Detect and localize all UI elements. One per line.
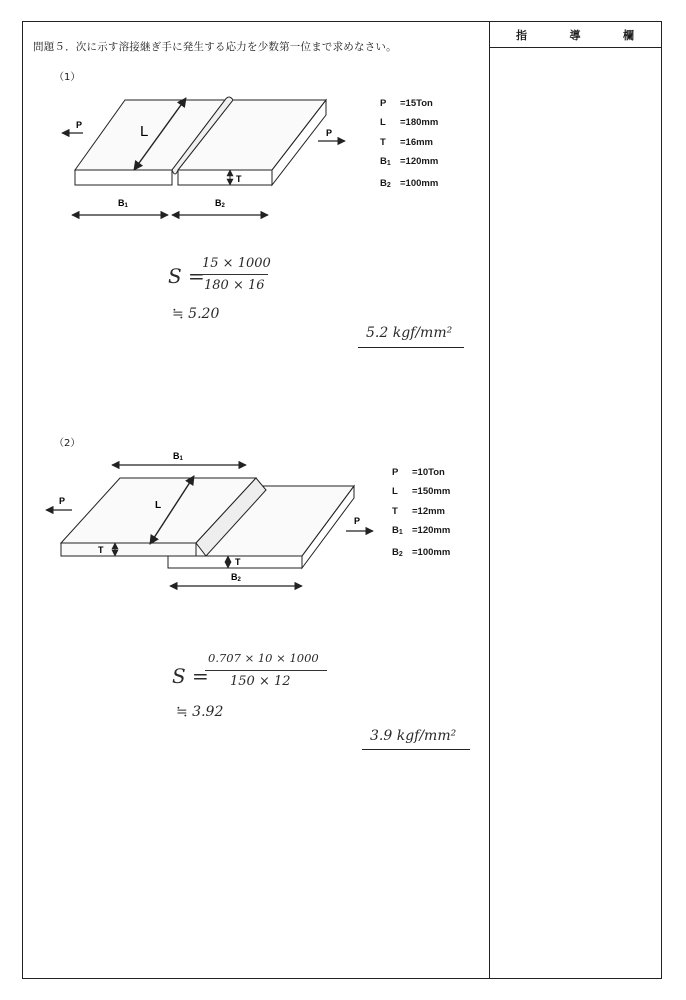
param-row <box>380 133 438 152</box>
param-value: =120mm <box>400 156 439 168</box>
param-sub: 2 <box>398 550 403 558</box>
param-row <box>392 543 450 564</box>
param-name: B <box>380 177 387 189</box>
formula2-denominator: 150 × 12 <box>230 674 291 689</box>
param-row <box>380 152 438 173</box>
guidance-column-header <box>490 22 662 48</box>
param-row <box>380 174 438 195</box>
param-name: B <box>380 156 387 168</box>
label-T-upper: T <box>98 545 104 555</box>
label-B2-sub: 2 <box>221 203 225 209</box>
problem1-params <box>380 94 438 195</box>
param-name: L <box>392 486 398 498</box>
answer2-underline <box>362 749 470 750</box>
guidance-char-1: 指 <box>516 28 527 42</box>
question-title: 問題５．次に示す溶接継ぎ手に発生する応力を少数第一位まで求めなさい。 <box>33 41 397 53</box>
column-divider <box>489 22 490 978</box>
param-value: =120mm <box>412 525 451 537</box>
label-B1-sub: 1 <box>124 203 128 209</box>
label-P-right: P <box>326 128 333 138</box>
param-name: P <box>392 467 399 478</box>
answer1: 5.2 kgf/mm² <box>366 325 453 341</box>
formula1-lhs: S = <box>168 264 205 288</box>
svg-text:B2 <box>215 198 226 209</box>
butt-weld-diagram <box>50 88 360 228</box>
label-B2-sub: 2 <box>237 577 241 583</box>
guidance-char-2: 導 <box>569 28 581 42</box>
fillet-lap-weld-diagram <box>36 446 376 596</box>
param-name: L <box>380 117 386 129</box>
svg-text:B1 <box>173 451 184 462</box>
param-row <box>380 94 438 113</box>
label-B1-sub: 1 <box>179 456 183 462</box>
formula1-numerator: 15 × 1000 <box>202 256 271 271</box>
param-sub: 2 <box>386 181 391 189</box>
label-B1: B <box>173 451 180 461</box>
answer2: 3.9 kgf/mm² <box>370 728 457 744</box>
label-L: L <box>155 500 162 511</box>
param-name: T <box>392 505 398 517</box>
param-value: =100mm <box>412 546 451 558</box>
formula1-fraction-bar <box>198 274 268 275</box>
formula1-approx: ≒ 5.20 <box>172 306 220 322</box>
param-value: =16mm <box>400 136 434 148</box>
param-row <box>392 521 450 542</box>
param-value: =100mm <box>400 177 439 189</box>
param-sub: 1 <box>386 160 391 168</box>
param-name: B <box>392 525 399 537</box>
label-B1: B <box>118 198 125 208</box>
param-row <box>392 463 450 482</box>
label-P-left: P <box>59 496 66 506</box>
param-name: T <box>380 136 386 148</box>
param-row <box>380 113 438 132</box>
problem2-number: （2） <box>54 438 81 449</box>
label-P-left: P <box>76 120 83 130</box>
label-T: T <box>236 174 242 184</box>
param-value: =180mm <box>400 117 439 129</box>
formula2-lhs: S = <box>172 664 209 688</box>
param-value: =15Ton <box>400 98 433 109</box>
param-row <box>392 502 450 521</box>
param-value: =10Ton <box>412 467 445 478</box>
param-value: =150mm <box>412 486 451 498</box>
problem2-params <box>392 463 450 564</box>
svg-text:B2 <box>231 572 242 583</box>
param-sub: 1 <box>398 529 403 537</box>
formula2-numerator: 0.707 × 10 × 1000 <box>208 651 319 665</box>
label-B2: B <box>215 198 222 208</box>
param-name: B <box>392 546 399 558</box>
problem1-number: （1） <box>54 72 81 83</box>
param-row <box>392 482 450 501</box>
label-B2: B <box>231 572 238 582</box>
formula1-denominator: 180 × 16 <box>204 278 265 293</box>
label-T-lower: T <box>235 557 241 567</box>
svg-text:B1 <box>118 198 129 209</box>
label-L: L <box>140 123 149 140</box>
formula2-fraction-bar <box>205 670 327 671</box>
label-P-right: P <box>354 516 361 526</box>
formula2-approx: ≒ 3.92 <box>176 704 224 720</box>
answer1-underline <box>358 347 464 348</box>
param-value: =12mm <box>412 505 446 517</box>
guidance-char-3: 欄 <box>623 28 634 42</box>
param-name: P <box>380 98 387 109</box>
